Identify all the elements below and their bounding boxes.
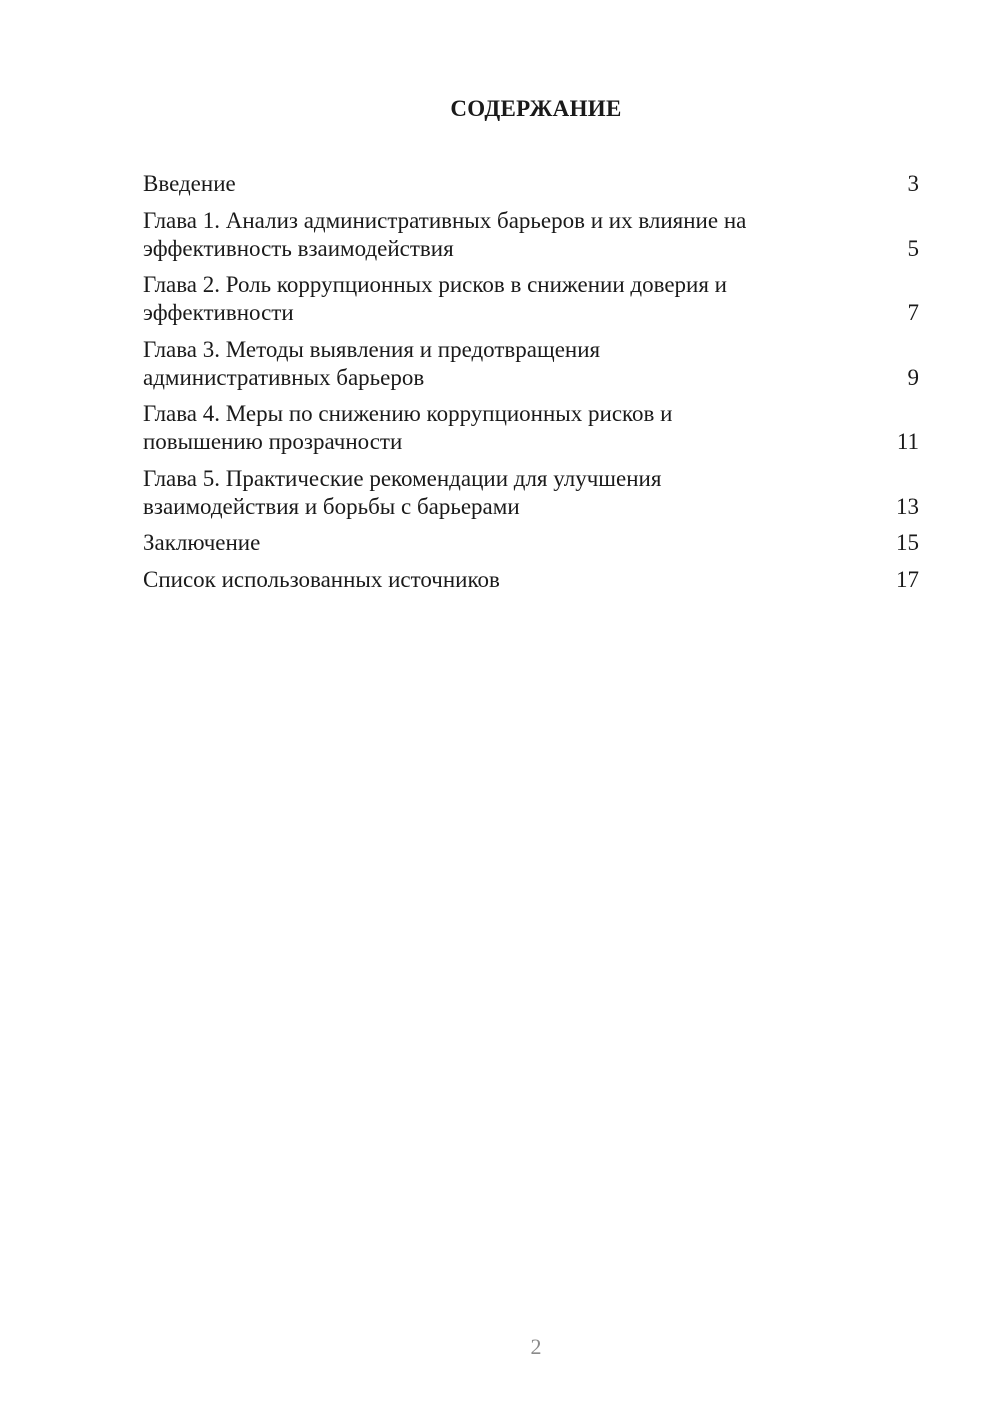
toc-entry-page: 17 (896, 566, 919, 592)
toc-entry-line: Глава 3. Методы выявления и предотвращения (143, 336, 601, 362)
toc-heading: СОДЕРЖАНИЕ (450, 96, 622, 121)
toc-entry-line: эффективности (143, 300, 294, 325)
toc-entry-text (143, 400, 833, 456)
toc-entry-references (143, 566, 919, 594)
toc-entry-line: Глава 1. Анализ административных барьеров и их влияние на (143, 207, 747, 233)
toc-entry-page: 7 (907, 300, 919, 325)
toc-entry-line: Глава 4. Меры по снижению коррупционных рисков и (143, 401, 673, 426)
toc-entry-chapter-3 (143, 336, 919, 392)
toc-entry-text (143, 271, 833, 327)
toc-entry-line: эффективность взаимодействия (143, 235, 454, 261)
toc-entry-line: Глава 2. Роль коррупционных рисков в снижении доверия и (143, 272, 727, 297)
toc-entry-page: 15 (896, 530, 919, 555)
toc-entry-line: повышению прозрачности (143, 429, 403, 454)
toc-entry-text (143, 170, 833, 198)
toc-entry-line: Введение (143, 171, 236, 196)
toc-entry-introduction (143, 170, 919, 198)
toc-entry-chapter-5 (143, 465, 919, 521)
toc-entry-text (143, 529, 833, 557)
toc-entry-text (143, 566, 833, 594)
toc-entry-page: 13 (896, 493, 919, 519)
toc-entry-page: 5 (907, 235, 919, 261)
toc-entry-line: взаимодействия и борьбы с барьерами (143, 493, 520, 519)
toc-entry-chapter-2 (143, 271, 919, 327)
toc-entry-page: 11 (896, 429, 919, 454)
toc-entry-line: административных барьеров (143, 364, 425, 390)
toc-entry-text (143, 207, 833, 263)
toc-entry-chapter-4 (143, 400, 919, 456)
toc-entry-page: 3 (907, 171, 919, 196)
toc-entry-line: Список использованных источников (143, 566, 500, 592)
toc-entry-line: Заключение (143, 530, 261, 555)
toc-entry-conclusion (143, 529, 919, 557)
toc-entry-text (143, 336, 833, 392)
toc-entry-text (143, 465, 833, 521)
toc-entry-line: Глава 5. Практические рекомендации для улучшения (143, 465, 662, 491)
table-of-contents (143, 170, 919, 602)
toc-entry-page: 9 (907, 364, 919, 390)
page-number: 2 (530, 1334, 542, 1359)
toc-entry-chapter-1 (143, 207, 919, 263)
